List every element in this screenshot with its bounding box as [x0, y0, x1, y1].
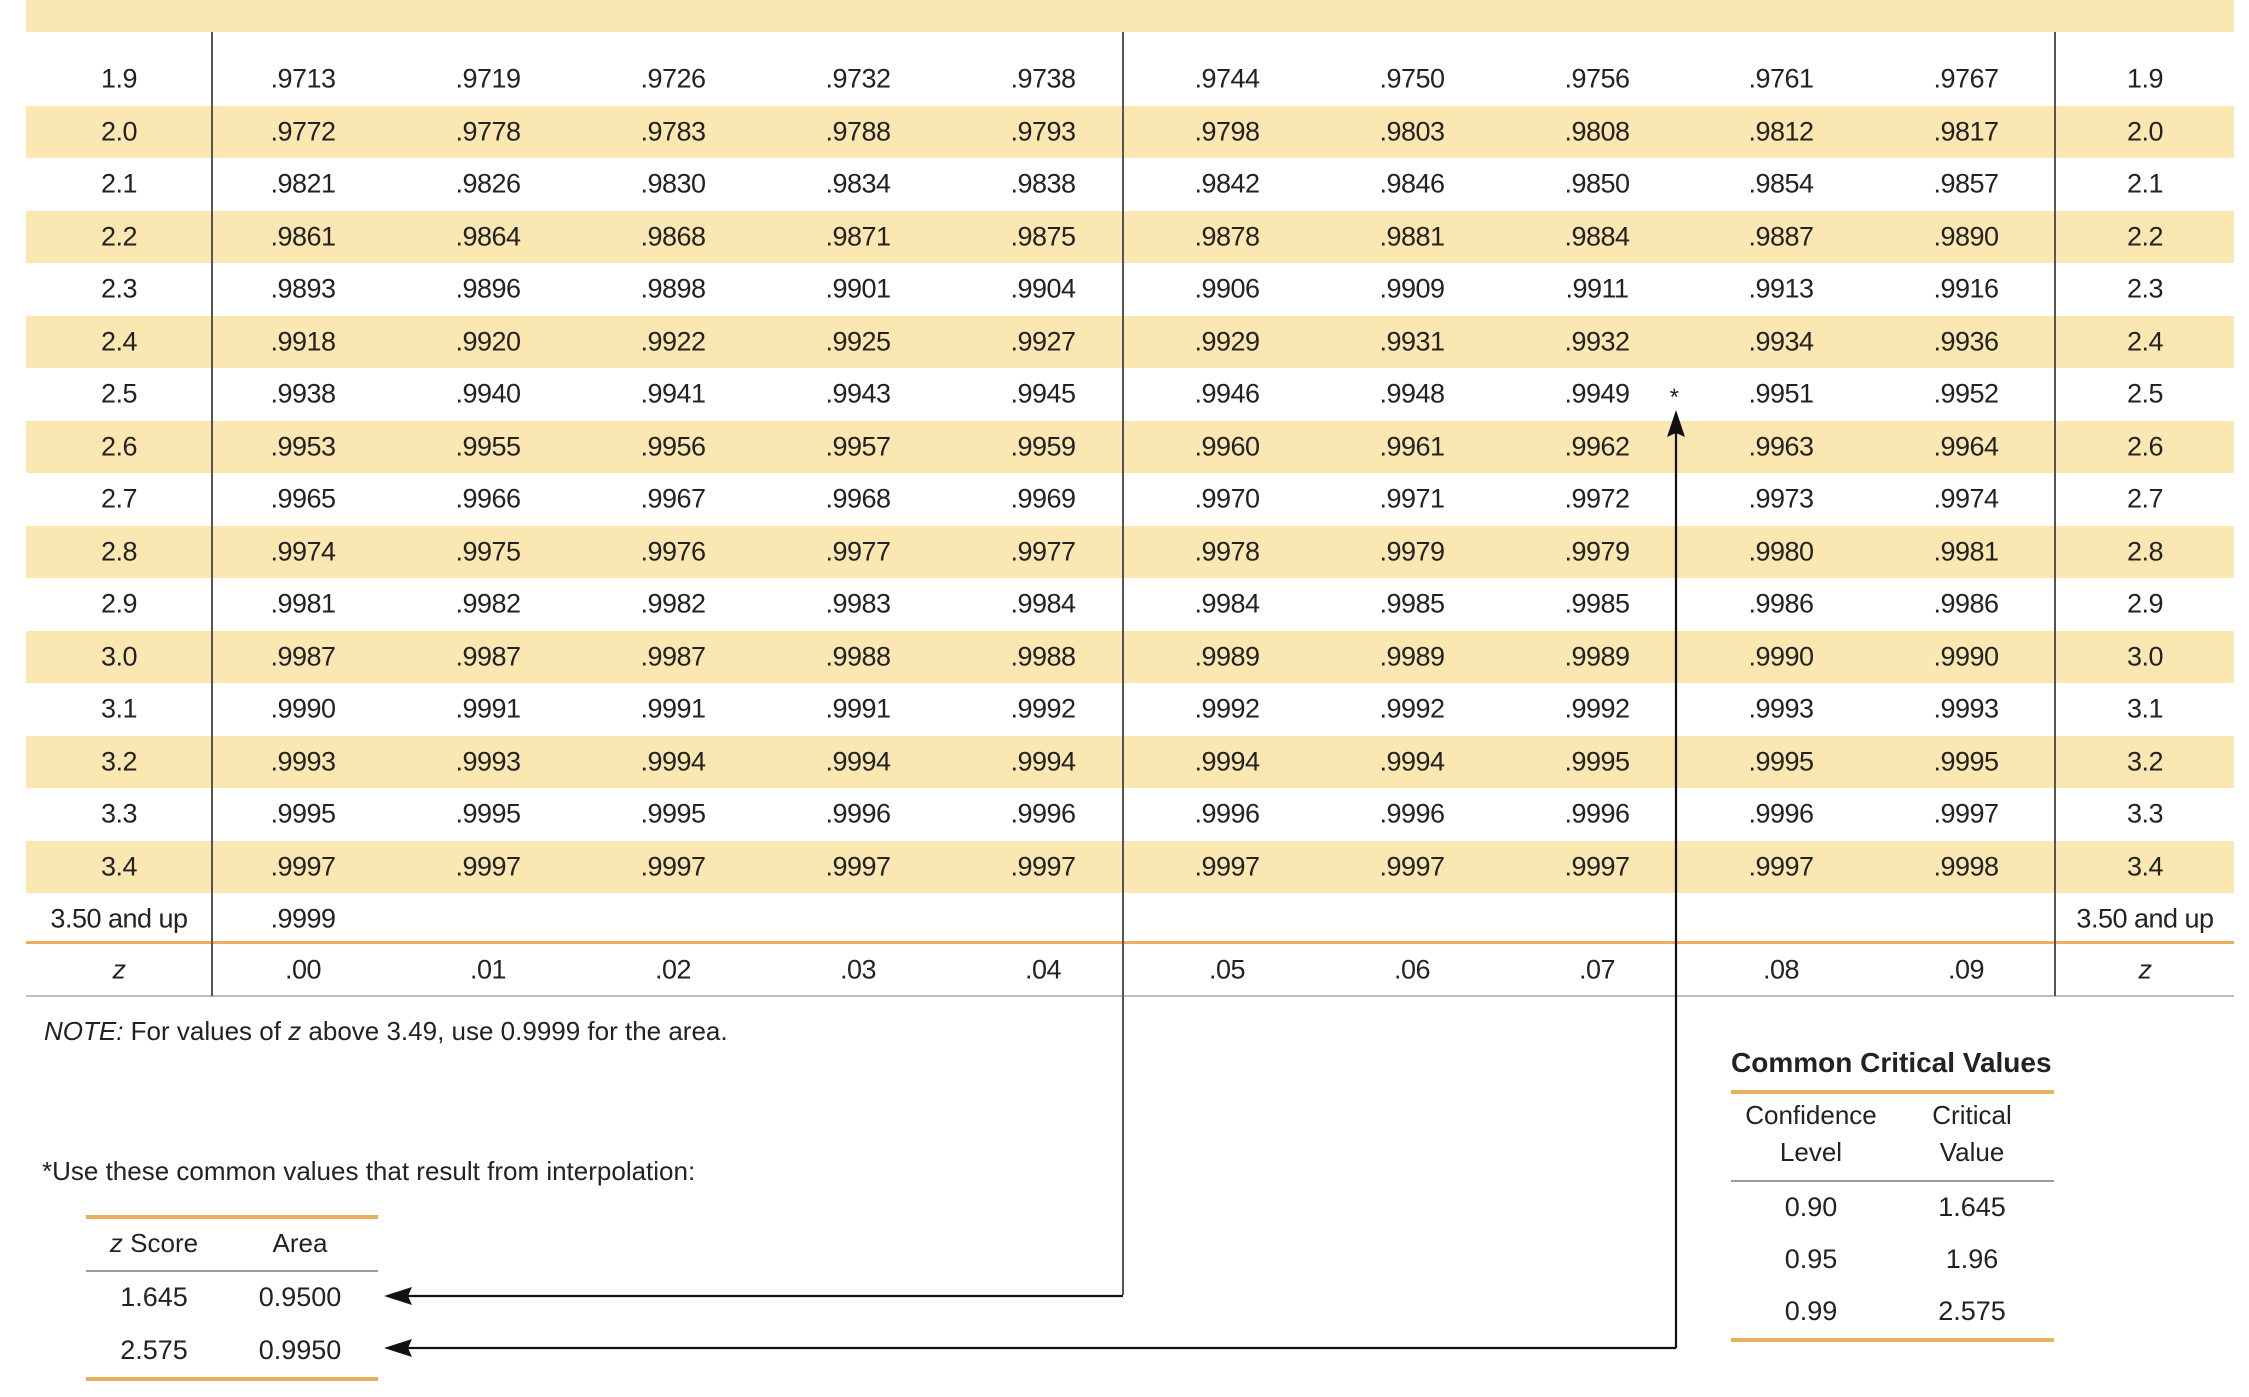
row-z-right: 3.4 [2126, 851, 2164, 881]
table-cell: .9778 [455, 116, 521, 146]
table-cell: .9990 [1933, 641, 1999, 671]
critical-header-confidence-2: Level [1779, 1137, 1843, 1167]
table-cell: .9970 [1194, 483, 1260, 514]
table-cell: .9744 [1194, 63, 1260, 94]
table-cell: .9932 [1564, 326, 1630, 356]
table-cell: .9992 [1564, 693, 1630, 724]
table-cell: .9875 [1010, 221, 1076, 251]
row-z-left: 3.3 [100, 798, 138, 829]
row-z-right: 2.5 [2126, 378, 2164, 409]
row-z-right: 2.2 [2126, 221, 2164, 251]
table-cell: .9967 [640, 483, 706, 514]
table-cell: .9995 [640, 798, 706, 829]
table-cell: .9997 [1010, 851, 1076, 881]
table-cell: .9994 [825, 746, 891, 776]
table-cell: .9884 [1564, 221, 1630, 251]
table-cell: .9989 [1194, 641, 1260, 671]
table-cell: .9984 [1194, 588, 1260, 619]
table-cell: .9971 [1379, 483, 1445, 514]
table-cell: .9913 [1748, 273, 1814, 304]
row-z-right: 2.9 [2126, 588, 2164, 619]
table-cell: .9803 [1379, 116, 1445, 146]
table-cell: .9922 [640, 326, 706, 356]
footer-column-label: .03 [839, 954, 877, 985]
table-cell: .9964 [1933, 431, 1999, 461]
table-cell: .9952 [1933, 378, 1999, 409]
table-cell: .9955 [455, 431, 521, 461]
table-cell: .9969 [1010, 483, 1076, 514]
table-cell: .9989 [1564, 641, 1630, 671]
table-cell: .9996 [1379, 798, 1445, 829]
row-z-left: 2.8 [100, 536, 138, 566]
footer-column-label: .08 [1762, 954, 1800, 985]
table-cell: .9997 [270, 851, 336, 881]
table-cell: .9974 [270, 536, 336, 566]
critical-header-critical-2: Value [1939, 1137, 2005, 1167]
row-z-left: 2.7 [100, 483, 138, 514]
table-cell: .9929 [1194, 326, 1260, 356]
table-cell: .9996 [825, 798, 891, 829]
footer-column-label: .06 [1393, 954, 1431, 985]
table-cell: .9864 [455, 221, 521, 251]
table-cell: .9995 [1933, 746, 1999, 776]
table-cell: .9979 [1379, 536, 1445, 566]
table-cell: .9938 [270, 378, 336, 409]
table-cell: .9850 [1564, 168, 1630, 199]
arrow-2575-head [384, 1339, 412, 1357]
table-cell: .9916 [1933, 273, 1999, 304]
table-cell: .9793 [1010, 116, 1076, 146]
table-cell: .9977 [1010, 536, 1076, 566]
table-cell: .9993 [1933, 693, 1999, 724]
table-cell: .9997 [1379, 851, 1445, 881]
table-cell: .9881 [1379, 221, 1445, 251]
footer-column-label: .05 [1208, 954, 1246, 985]
table-cell: .9988 [825, 641, 891, 671]
table-cell: .9738 [1010, 63, 1076, 94]
table-cell: .9996 [1748, 798, 1814, 829]
table-cell: .9821 [270, 168, 336, 199]
table-cell: .9991 [825, 693, 891, 724]
table-cell: .9959 [1010, 431, 1076, 461]
interp-row-1-zscore: 1.645 [120, 1282, 188, 1312]
table-cell: .9985 [1564, 588, 1630, 619]
table-cell: .9946 [1194, 378, 1260, 409]
row-z-right: 2.8 [2126, 536, 2164, 566]
table-cell: .9931 [1379, 326, 1445, 356]
table-cell: .9996 [1564, 798, 1630, 829]
row-z-right: 3.1 [2126, 693, 2164, 724]
interp-header-z: z [109, 1228, 123, 1258]
note-prefix: NOTE: [44, 1016, 124, 1046]
table-cell: .9986 [1748, 588, 1814, 619]
table-cell: .9996 [1194, 798, 1260, 829]
table-cell: .9934 [1748, 326, 1814, 356]
table-cell: .9997 [825, 851, 891, 881]
table-cell: .9857 [1933, 168, 1999, 199]
table-cell: .9997 [1564, 851, 1630, 881]
table-cell: .9953 [270, 431, 336, 461]
row-z-right: 3.50 and up [2076, 903, 2214, 934]
table-cell: .9974 [1933, 483, 1999, 514]
interp-header-score: Score [122, 1228, 199, 1258]
table-cell: .9979 [1564, 536, 1630, 566]
table-cell: .9972 [1564, 483, 1630, 514]
critical-row-3-confidence: 0.99 [1784, 1296, 1838, 1326]
table-cell: .9975 [455, 536, 521, 566]
row-z-left: 2.4 [100, 326, 138, 356]
row-z-right: 2.7 [2126, 483, 2164, 514]
table-cell: .9783 [640, 116, 706, 146]
interp-row-2-area: 0.9950 [258, 1335, 342, 1365]
table-cell: .9920 [455, 326, 521, 356]
table-cell: .9990 [270, 693, 336, 724]
table-cell: .9981 [270, 588, 336, 619]
row-z-left: 2.5 [100, 378, 138, 409]
table-cell: .9997 [640, 851, 706, 881]
table-cell: .9960 [1194, 431, 1260, 461]
table-cell: .9988 [1010, 641, 1076, 671]
row-z-left: 3.0 [100, 641, 138, 671]
table-cell: .9861 [270, 221, 336, 251]
critical-values-title: Common Critical Values [1731, 1047, 2052, 1078]
table-cell: .9962 [1564, 431, 1630, 461]
table-cell: .9887 [1748, 221, 1814, 251]
table-cell: .9830 [640, 168, 706, 199]
table-cell: .9973 [1748, 483, 1814, 514]
table-cell: .9985 [1379, 588, 1445, 619]
table-cell: .9904 [1010, 273, 1076, 304]
table-cell: .9984 [1010, 588, 1076, 619]
critical-row-1-value: 1.645 [1938, 1192, 2006, 1222]
interp-row-1-area: 0.9500 [258, 1282, 342, 1312]
table-cell: .9812 [1748, 116, 1814, 146]
row-z-right: 1.9 [2126, 63, 2164, 94]
table-cell: .9982 [455, 588, 521, 619]
table-cell: .9842 [1194, 168, 1260, 199]
table-cell: .9761 [1748, 63, 1814, 94]
table-cell: .9992 [1194, 693, 1260, 724]
table-cell: .9868 [640, 221, 706, 251]
row-z-left: 2.1 [100, 168, 138, 199]
table-cell: .9918 [270, 326, 336, 356]
table-cell: .9936 [1933, 326, 1999, 356]
table-cell: .9826 [455, 168, 521, 199]
table-cell: .9999 [270, 903, 336, 934]
critical-row-2-value: 1.96 [1945, 1244, 1999, 1274]
table-cell: .9767 [1933, 63, 1999, 94]
table-cell: .9995 [270, 798, 336, 829]
table-cell: .9995 [455, 798, 521, 829]
interp-row-2-zscore: 2.575 [120, 1335, 188, 1365]
row-z-left: 3.50 and up [50, 903, 188, 934]
critical-row-3-value: 2.575 [1938, 1296, 2006, 1326]
table-cell: .9893 [270, 273, 336, 304]
note-text-b: above 3.49, use 0.9999 for the area. [301, 1016, 728, 1046]
footer-z-label-right: z [2138, 954, 2152, 985]
table-cell: .9994 [640, 746, 706, 776]
table-cell: .9798 [1194, 116, 1260, 146]
table-cell: .9976 [640, 536, 706, 566]
row-z-right: 2.6 [2126, 431, 2164, 461]
row-z-right: 2.4 [2126, 326, 2164, 356]
row-z-left: 3.2 [100, 746, 138, 776]
table-cell: .9997 [455, 851, 521, 881]
table-cell: .9992 [1379, 693, 1445, 724]
table-cell: .9997 [1194, 851, 1260, 881]
footer-column-label: .02 [654, 954, 692, 985]
table-cell: .9756 [1564, 63, 1630, 94]
row-z-left: 1.9 [100, 63, 138, 94]
table-cell: .9941 [640, 378, 706, 409]
note-text-a: For values of [123, 1016, 289, 1046]
table-cell: .9957 [825, 431, 891, 461]
table-cell: .9854 [1748, 168, 1814, 199]
interpolation-star-marker: * [1669, 384, 1679, 411]
row-z-right: 3.2 [2126, 746, 2164, 776]
table-cell: .9732 [825, 63, 891, 94]
table-cell: .9945 [1010, 378, 1076, 409]
table-cell: .9994 [1194, 746, 1260, 776]
table-cell: .9994 [1010, 746, 1076, 776]
table-cell: .9750 [1379, 63, 1445, 94]
table-cell: .9977 [825, 536, 891, 566]
table-cell: .9838 [1010, 168, 1076, 199]
row-z-left: 3.4 [100, 851, 138, 881]
table-cell: .9998 [1933, 851, 1999, 881]
table-cell: .9834 [825, 168, 891, 199]
table-cell: .9951 [1748, 378, 1814, 409]
row-z-right: 3.0 [2126, 641, 2164, 671]
table-cell: .9986 [1933, 588, 1999, 619]
table-cell: .9949 [1564, 378, 1630, 409]
critical-header-confidence-1: Confidence [1745, 1100, 1877, 1130]
table-cell: .9995 [1564, 746, 1630, 776]
critical-row-2-confidence: 0.95 [1784, 1244, 1838, 1274]
table-cell: .9993 [1748, 693, 1814, 724]
table-cell: .9993 [270, 746, 336, 776]
row-z-left: 2.3 [100, 273, 138, 304]
row-z-left: 2.9 [100, 588, 138, 619]
table-cell: .9911 [1565, 273, 1629, 304]
footer-column-label: .07 [1578, 954, 1616, 985]
table-cell: .9968 [825, 483, 891, 514]
footer-z-label-left: z [112, 954, 126, 985]
row-z-left: 2.2 [100, 221, 138, 251]
critical-header-critical-1: Critical [1932, 1100, 2012, 1130]
table-cell: .9719 [455, 63, 521, 94]
table-cell: .9956 [640, 431, 706, 461]
table-cell: .9978 [1194, 536, 1260, 566]
table-cell: .9981 [1933, 536, 1999, 566]
table-cell: .9890 [1933, 221, 1999, 251]
row-z-right: 2.3 [2126, 273, 2164, 304]
interpolation-caption: *Use these common values that result from interpolation: [42, 1156, 696, 1186]
table-cell: .9993 [455, 746, 521, 776]
row-z-right: 3.3 [2126, 798, 2164, 829]
table-cell: .9994 [1379, 746, 1445, 776]
interp-header-area: Area [272, 1228, 328, 1258]
table-cell: .9997 [1933, 798, 1999, 829]
table-cell: .9901 [825, 273, 891, 304]
table-cell: .9940 [455, 378, 521, 409]
table-cell: .9992 [1010, 693, 1076, 724]
table-cell: .9817 [1933, 116, 1999, 146]
critical-row-1-confidence: 0.90 [1784, 1192, 1838, 1222]
table-cell: .9983 [825, 588, 891, 619]
table-cell: .9943 [825, 378, 891, 409]
table-cell: .9878 [1194, 221, 1260, 251]
row-z-right: 2.0 [2126, 116, 2164, 146]
table-cell: .9896 [455, 273, 521, 304]
footer-column-label: .01 [469, 954, 507, 985]
table-cell: .9846 [1379, 168, 1445, 199]
table-cell: .9898 [640, 273, 706, 304]
table-cell: .9909 [1379, 273, 1445, 304]
table-cell: .9997 [1748, 851, 1814, 881]
table-cell: .9996 [1010, 798, 1076, 829]
table-cell: .9726 [640, 63, 706, 94]
table-cell: .9982 [640, 588, 706, 619]
table-cell: .9965 [270, 483, 336, 514]
table-cell: .9925 [825, 326, 891, 356]
row-z-left: 3.1 [100, 693, 138, 724]
table-cell: .9966 [455, 483, 521, 514]
arrow-up-head [1667, 410, 1685, 437]
footer-column-label: .00 [284, 954, 322, 985]
table-cell: .9808 [1564, 116, 1630, 146]
table-cell: .9995 [1748, 746, 1814, 776]
footer-column-label: .04 [1024, 954, 1062, 985]
table-cell: .9980 [1748, 536, 1814, 566]
table-cell: .9713 [270, 63, 336, 94]
row-z-right: 2.1 [2126, 168, 2164, 199]
table-cell: .9948 [1379, 378, 1445, 409]
table-cell: .9989 [1379, 641, 1445, 671]
table-cell: .9788 [825, 116, 891, 146]
table-cell: .9871 [825, 221, 891, 251]
footer-column-label: .09 [1947, 954, 1985, 985]
row-z-left: 2.6 [100, 431, 138, 461]
table-cell: .9963 [1748, 431, 1814, 461]
table-cell: .9987 [270, 641, 336, 671]
table-cell: .9991 [455, 693, 521, 724]
table-cell: .9961 [1379, 431, 1445, 461]
row-z-left: 2.0 [100, 116, 138, 146]
note-z: z [288, 1016, 302, 1046]
table-cell: .9906 [1194, 273, 1260, 304]
table-cell: .9772 [270, 116, 336, 146]
table-cell: .9990 [1748, 641, 1814, 671]
table-cell: .9991 [640, 693, 706, 724]
arrow-1645-head [384, 1287, 412, 1305]
table-cell: .9987 [640, 641, 706, 671]
table-cell: .9927 [1010, 326, 1076, 356]
table-cell: .9987 [455, 641, 521, 671]
